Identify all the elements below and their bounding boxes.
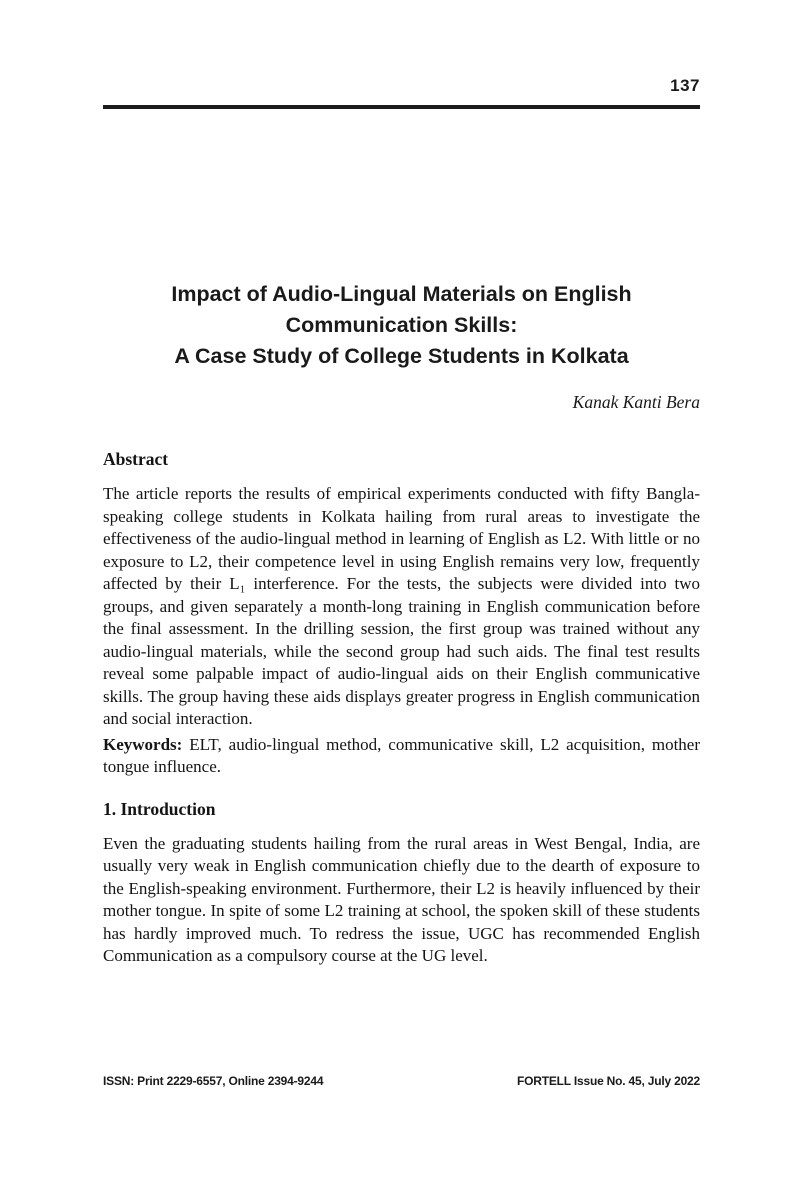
section-heading-introduction: 1. Introduction	[103, 798, 216, 819]
title-line-3: A Case Study of College Students in Kolkata	[174, 344, 629, 368]
title-line-1: Impact of Audio-Lingual Materials on English	[171, 282, 632, 306]
header-rule	[103, 105, 700, 109]
article-title	[103, 279, 700, 372]
keywords-line	[103, 734, 700, 779]
issn-text: ISSN: Print 2229-6557, Online 2394-9244	[103, 1074, 324, 1088]
abstract-heading: Abstract	[103, 449, 169, 469]
keywords-label: Keywords:	[103, 734, 183, 754]
title-line-2: Communication Skills:	[285, 313, 518, 337]
page-number: 137	[670, 76, 700, 95]
issue-text: FORTELL Issue No. 45, July 2022	[517, 1074, 700, 1088]
page-footer	[103, 1074, 700, 1088]
author-name: Kanak Kanti Bera	[572, 392, 700, 412]
keywords-text: ELT, audio-lingual method, communicative skill, L2 acquisition, mother tongue influence.	[103, 734, 700, 776]
introduction-text: Even the graduating students hailing from the rural areas in West Bengal, India, are usually very weak in English communication chiefly due to the dearth of exposure to the English-speaking environment. Furthermore, their L2 is heavily influenced by their mother tongue. In spite of some L2 training at school, the spoken skill of these students has hardly improved much. To redress the issue, UGC has recommended English Communication as a compulsory course at the UG level.	[103, 833, 700, 965]
abstract-text: The article reports the results of empirical experiments conducted with fifty Bangla-speaking college students in Kolkata hailing from rural areas to investigate the effectiveness of the audio-lingual method in learning of English as L2. With little or no exposure to L2, their competence level in using English remains very low, frequently affected by their L₁ interference. For the tests, the subjects were divided into two groups, and given separately a month-long training in English communication before the final assessment. In the drilling session, the first group was trained without any audio-lingual materials, while the second group had such aids. The final test results reveal some palpable impact of audio-lingual aids on their English communicative skills. The group having these aids displays greater progress in English communication and social interaction.	[103, 484, 700, 728]
